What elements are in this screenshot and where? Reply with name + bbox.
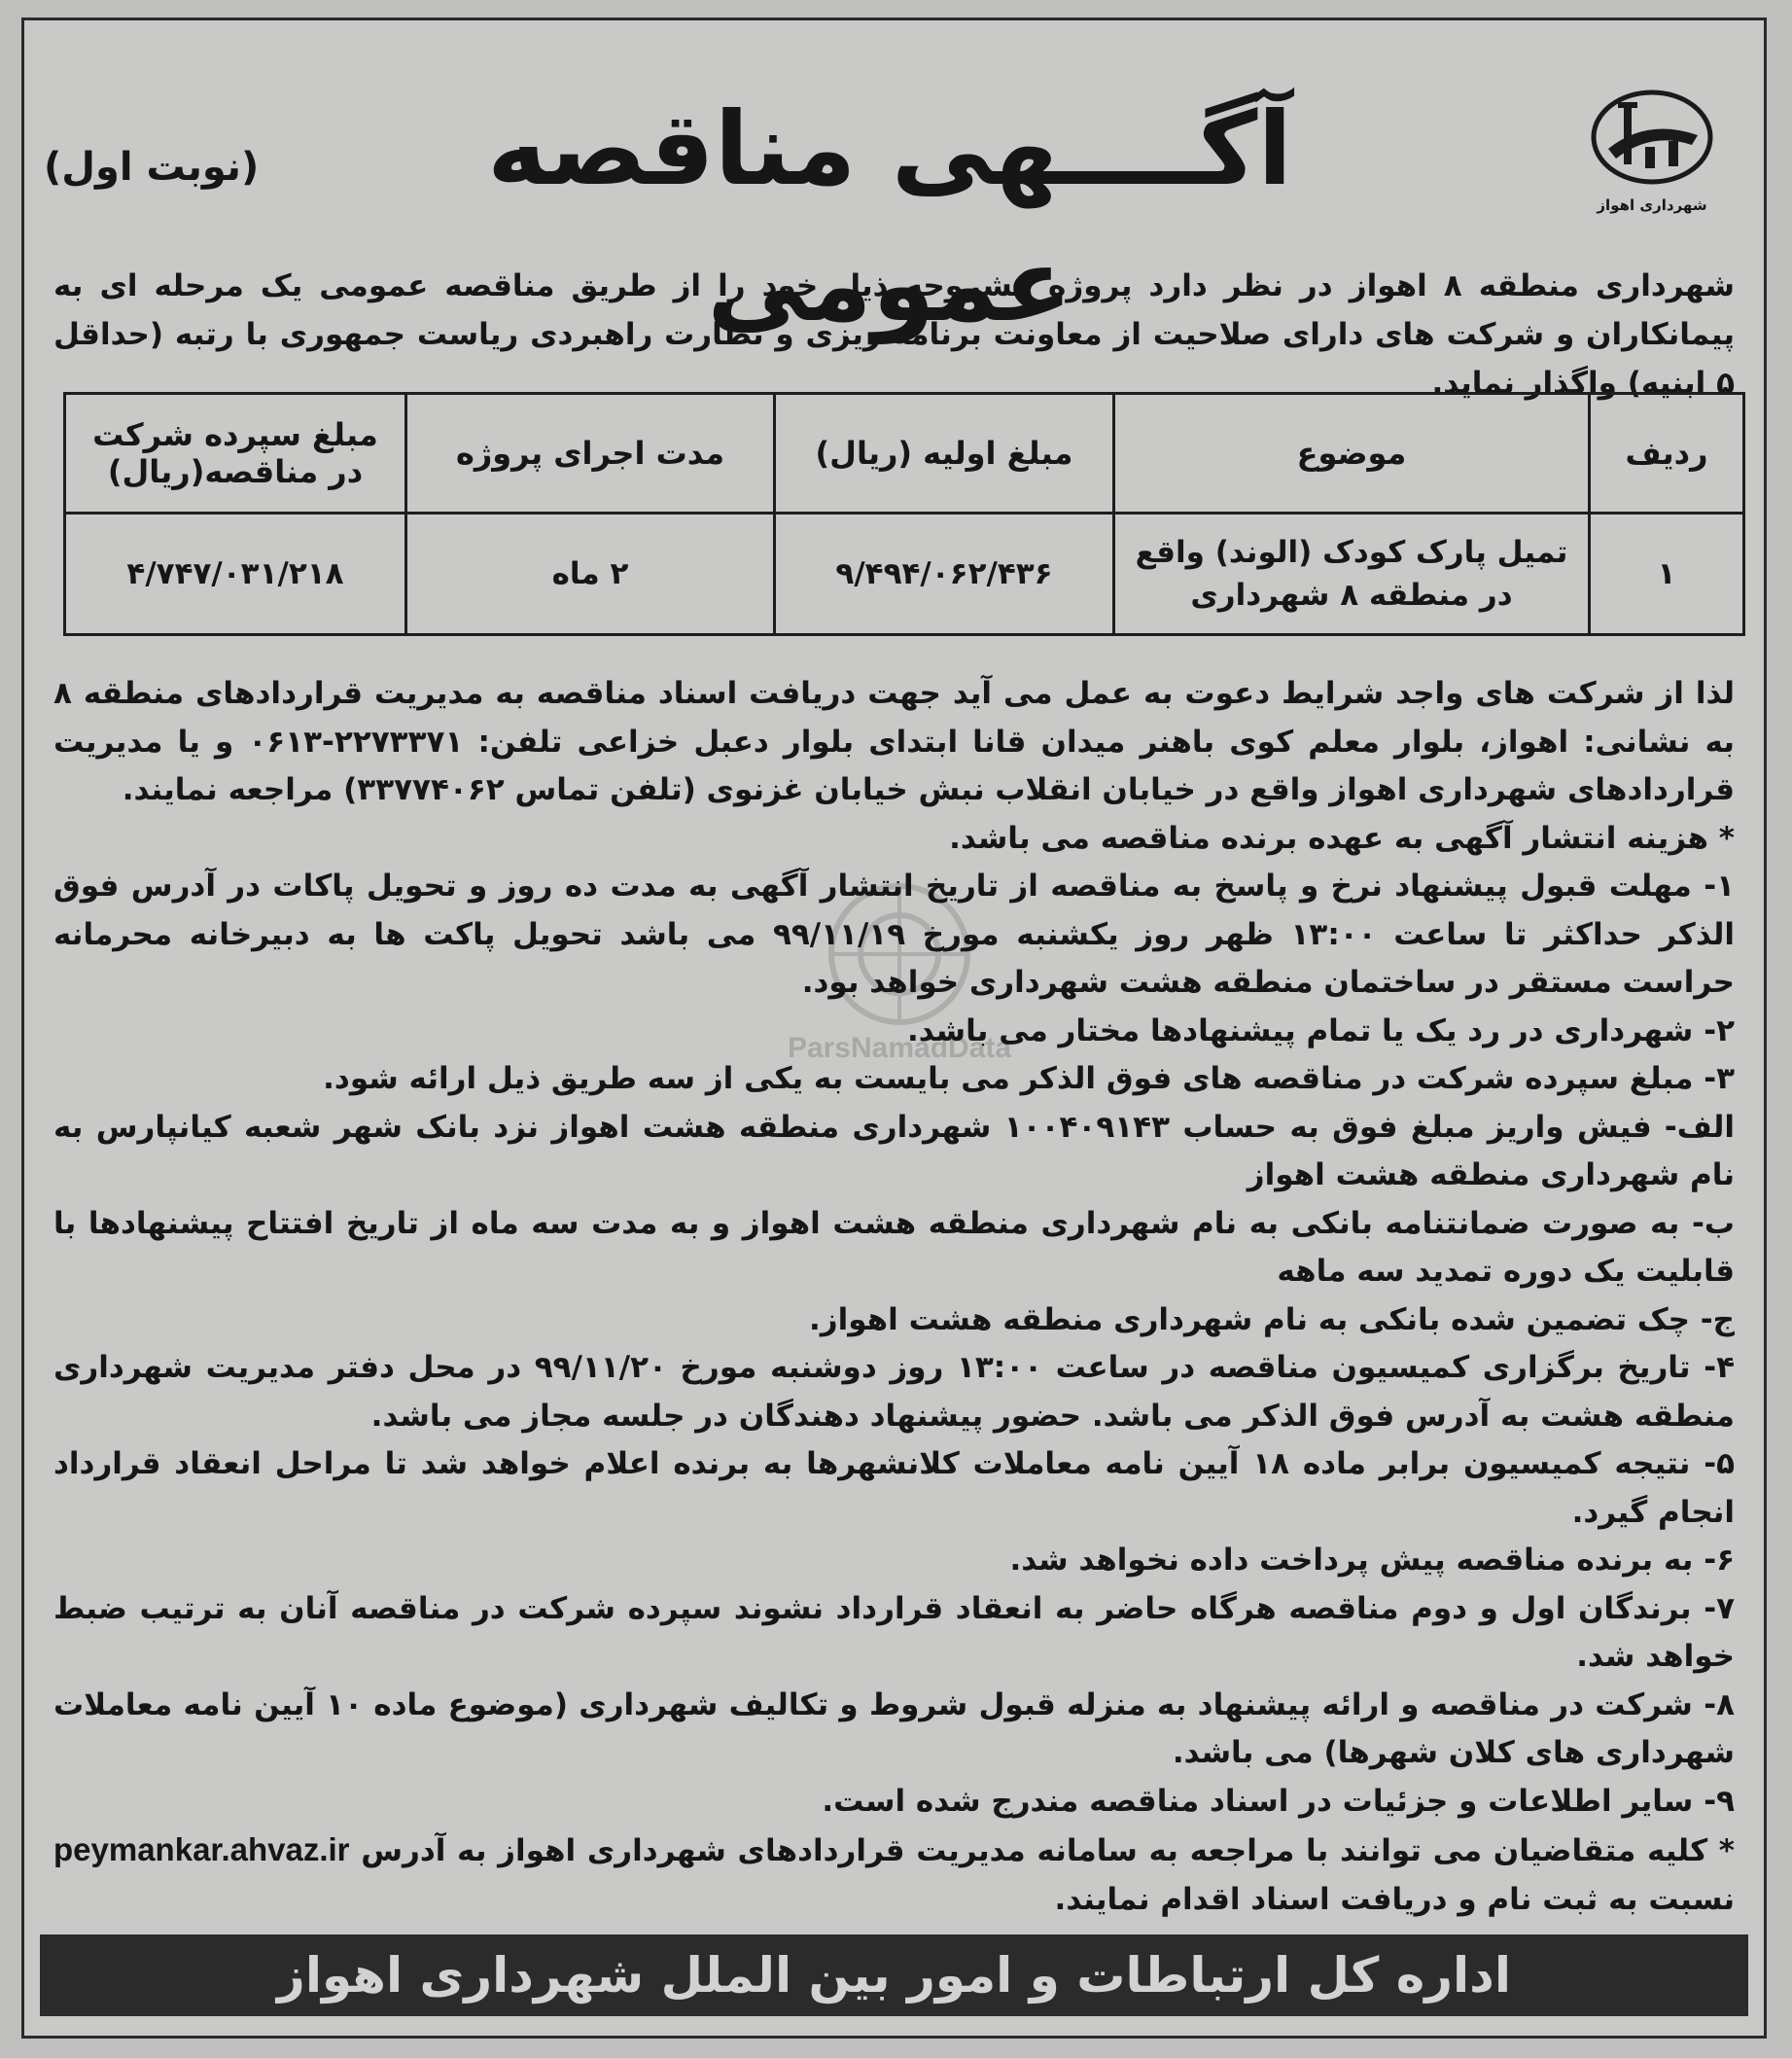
footer-banner: اداره کل ارتباطات و امور بین الملل شهرداری اهواز: [40, 1934, 1748, 2016]
item-9: ۹- سایر اطلاعات و جزئیات در اسناد مناقصه مندرج شده است.: [822, 1783, 1735, 1819]
item-8: ۸- شرکت در مناقصه و ارائه پیشنهاد به منزله قبول شروط و تکالیف شهرداری (موضوع ماده ۱۰ آیین نامه معاملات شهرداری های کلان شهرها) می باشد.: [53, 1686, 1735, 1770]
municipality-logo: [1579, 89, 1725, 215]
cell-subject: تمیل پارک کودک (الوند) واقع در منطقه ۸ شهرداری: [1114, 514, 1590, 635]
notice-title: آگــــهی مناقصه عمومی: [487, 89, 1292, 344]
item-3a: الف- فیش واریز مبلغ فوق به حساب ۱۰۰۴۰۹۱۴۳ شهرداری منطقه هشت اهواز نزد بانک شهر شعبه کیانپارس به نام شهرداری منطقه هشت اهواز: [53, 1109, 1735, 1192]
cell-deposit: ۴/۷۴۷/۰۳۱/۲۱۸: [65, 514, 406, 635]
municipality-emblem-icon: [1589, 89, 1715, 191]
header-duration: مدت اجرای پروژه: [406, 394, 775, 514]
header-deposit: مبلغ سپرده شرکت در مناقصه(ریال): [65, 394, 406, 514]
item-4: ۴- تاریخ برگزاری کمیسیون مناقصه در ساعت ۱۳:۰۰ روز دوشنبه مورخ ۹۹/۱۱/۲۰ در محل دفتر مدیریت شهرداری منطقه هشت به آدرس فوق الذکر می باشد. حضور پیشنهاد دهندگان در جلسه مجاز می باشد.: [53, 1350, 1735, 1434]
item-1: ۱- مهلت قبول پیشنهاد نرخ و پاسخ به مناقصه از تاریخ انتشار آگهی به مدت ده روز و تحویل پاکات در آدرس فوق الذکر حداکثر تا ساعت ۱۳:۰۰ ظهر روز یکشنبه مورخ ۹۹/۱۱/۱۹ می باشد تحویل پاکت ها به دبیرخانه محرمانه حراست مستقر در ساختمان منطقه هشت شهرداری خواهد بود.: [53, 869, 1735, 1000]
item-2: ۲- شهرداری در رد یک یا تمام پیشنهادها مختار می باشد.: [906, 1012, 1735, 1048]
item-6: ۶- به برنده مناقصه پیش پرداخت داده نخواهد شد.: [1009, 1543, 1735, 1578]
header-subject: موضوع: [1114, 394, 1590, 514]
notice-body: [53, 670, 1735, 1924]
tender-notice: [21, 18, 1767, 2039]
round-label: (نوبت اول): [44, 145, 260, 190]
header-initial-amount: مبلغ اولیه (ریال): [775, 394, 1114, 514]
final-note: [53, 1826, 1735, 1924]
item-3b: ب- به صورت ضمانتنامه بانکی به نام شهرداری منطقه هشت اهواز و به مدت سه ماه از تاریخ افتتاح پیشنهادها با قابلیت یک دوره تمدید سه ماهه: [53, 1205, 1735, 1289]
logo-caption: شهرداری اهواز: [1597, 196, 1707, 214]
final-note-after: نسبت به ثبت نام و دریافت اسناد اقدام نمایند.: [1054, 1881, 1735, 1917]
invitation-paragraph: لذا از شرکت های واجد شرایط دعوت به عمل می آید جهت دریافت اسناد مناقصه به مدیریت قراردادهای منطقه ۸ به نشانی: اهواز، بلوار معلم کوی باهنر میدان قانا ابتدای بلوار دعبل خزاعی تلفن: ۲۲۷۳۳۷۱-۰۶۱۳ و یا مدیریت قراردادهای شهرداری اهواز واقع در خیابان انقلاب نبش خیابان غزنوی (تلفن تماس ۳۳۷۷۴۰۶۲) مراجعه نمایند.: [53, 676, 1735, 807]
cell-duration: ۲ ماه: [406, 514, 775, 635]
note-cost: * هزینه انتشار آگهی به عهده برنده مناقصه می باشد.: [949, 820, 1735, 856]
table-row: [65, 514, 1744, 635]
portal-url-link[interactable]: peymankar.ahvaz.ir: [53, 1831, 350, 1867]
final-note-before: * کلیه متقاضیان می توانند با مراجعه به سامانه مدیریت قراردادهای شهرداری اهواز به آدرس: [361, 1833, 1736, 1868]
cell-initial-amount: ۹/۴۹۴/۰۶۲/۴۳۶: [775, 514, 1114, 635]
item-5: ۵- نتیجه کمیسیون برابر ماده ۱۸ آیین نامه معاملات کلانشهرها به برنده اعلام خواهد شد تا مراحل انعقاد قرارداد انجام گیرد.: [53, 1446, 1735, 1530]
intro-paragraph: شهرداری منطقه ۸ اهواز در نظر دارد پروژه مشروحه ذیل خود را از طریق مناقصه عمومی یک مرحله ای به پیمانکاران و شرکت های دارای صلاحیت از معاونت برنامه ریزی و نظارت راهبردی ریاست جمهوری با رتبه (حداقل ۵ ابنیه) واگذار نماید.: [53, 268, 1735, 401]
cell-row-no: ۱: [1590, 514, 1744, 635]
watermark-text: ParsNamadData: [787, 1032, 1012, 1064]
tender-table: [63, 392, 1745, 636]
item-3: ۳- مبلغ سپرده شرکت در مناقصه های فوق الذکر می بایست به یکی از سه طریق ذیل ارائه شود.: [323, 1061, 1735, 1096]
item-3c: ج- چک تضمین شده بانکی به نام شهرداری منطقه هشت اهواز.: [808, 1301, 1735, 1337]
table-header-row: [65, 394, 1744, 514]
item-7: ۷- برندگان اول و دوم مناقصه هرگاه حاضر به انعقاد قرارداد نشوند سپرده شرکت در مناقصه آنان به ترتیب ضبط خواهد شد.: [53, 1590, 1735, 1674]
header-row-no: ردیف: [1590, 394, 1744, 514]
